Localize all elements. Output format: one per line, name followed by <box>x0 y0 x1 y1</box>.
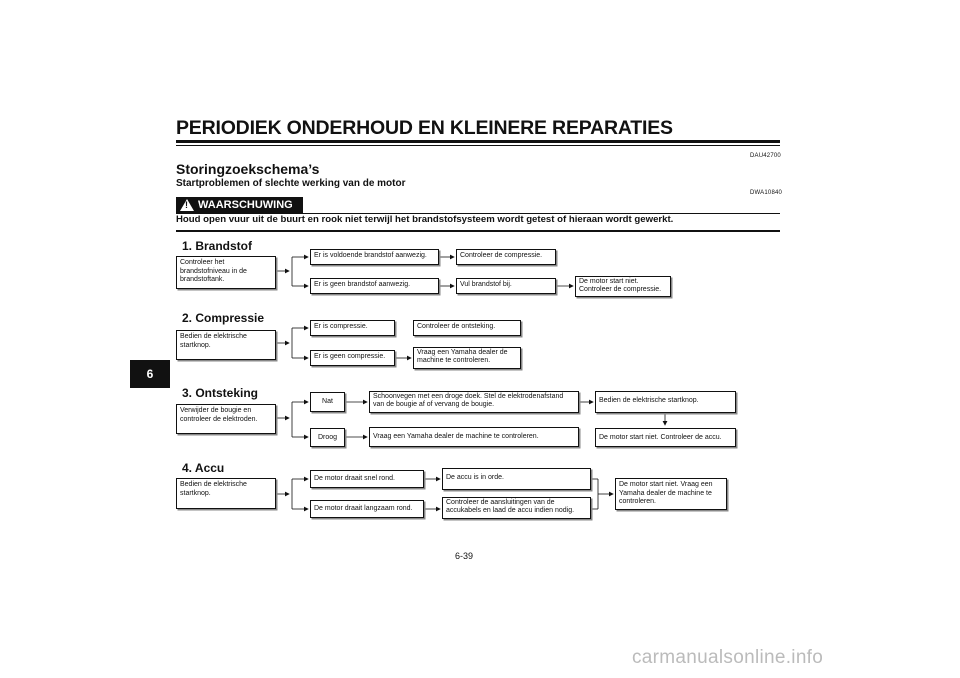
step-remove-spark-plug: Verwijder de bougie en controleer de elektroden. <box>176 404 276 434</box>
section-title-accu: 4. Accu <box>182 461 225 475</box>
step-check-compression: Controleer de compressie. <box>456 249 556 265</box>
warning-label: WAARSCHUWING <box>198 199 293 211</box>
step-compression-present: Er is compressie. <box>310 320 395 336</box>
result-engine-no-start-ask-dealer: De motor start niet. Vraag een Yamaha dealer de machine te controleren. <box>615 478 727 510</box>
step-engine-turns-slow: De motor draait langzaam rond. <box>310 500 424 518</box>
warning-text: Houd open vuur uit de buurt en rook niet terwijl het brandstofsysteem wordt getest of hieraan wordt gewerkt. <box>176 214 674 225</box>
section-title-ontsteking: 3. Ontsteking <box>182 386 259 400</box>
step-press-starter-again: Bedien de elektrische startknop. <box>595 391 736 413</box>
step-press-starter: Bedien de elektrische startknop. <box>176 330 276 360</box>
section-title-compressie: 2. Compressie <box>182 311 265 325</box>
step-ask-dealer-compression: Vraag een Yamaha dealer de machine te controleren. <box>413 347 521 369</box>
step-no-fuel: Er is geen brandstof aanwezig. <box>310 278 439 294</box>
step-ask-dealer-ignition: Vraag een Yamaha dealer de machine te controleren. <box>369 427 579 447</box>
step-clean-plug: Schoonvegen met een droge doek. Stel de elektrodenafstand van de bougie af of vervang de bougie. <box>369 391 579 413</box>
step-no-compression: Er is geen compressie. <box>310 350 395 366</box>
step-check-ignition: Controleer de ontsteking. <box>413 320 521 336</box>
subsection-heading: Startproblemen of slechte werking van de motor <box>176 178 406 189</box>
watermark: carmanualsonline.info <box>632 647 824 668</box>
step-battery-ok: De accu is in orde. <box>442 468 591 490</box>
step-plug-dry: Droog <box>310 428 345 447</box>
section-title-brandstof: 1. Brandstof <box>182 239 253 253</box>
page-number: 6-39 <box>455 551 474 561</box>
step-engine-turns-fast: De motor draait snel rond. <box>310 470 424 488</box>
warning-code: DWA10840 <box>750 190 783 196</box>
step-check-battery-connections: Controleer de aansluitingen van de accukabels en laad de accu indien nodig. <box>442 497 591 519</box>
page-title: PERIODIEK ONDERHOUD EN KLEINERE REPARATIES <box>176 117 673 139</box>
step-add-fuel: Vul brandstof bij. <box>456 278 556 294</box>
chapter-tab: 6 <box>130 360 170 388</box>
section-heading: Storingzoekschema’s <box>176 161 320 177</box>
section-code: DAU42700 <box>750 153 781 159</box>
step-check-fuel-level: Controleer het brandstofniveau in de brandstoftank. <box>176 256 276 289</box>
result-engine-no-start-check-battery: De motor start niet. Controleer de accu. <box>595 428 736 447</box>
result-engine-no-start-check-compression: De motor start niet. Controleer de compressie. <box>575 276 671 297</box>
step-fuel-present: Er is voldoende brandstof aanwezig. <box>310 249 439 265</box>
step-press-starter-battery: Bedien de elektrische startknop. <box>176 478 276 509</box>
step-plug-wet: Nat <box>310 392 345 412</box>
